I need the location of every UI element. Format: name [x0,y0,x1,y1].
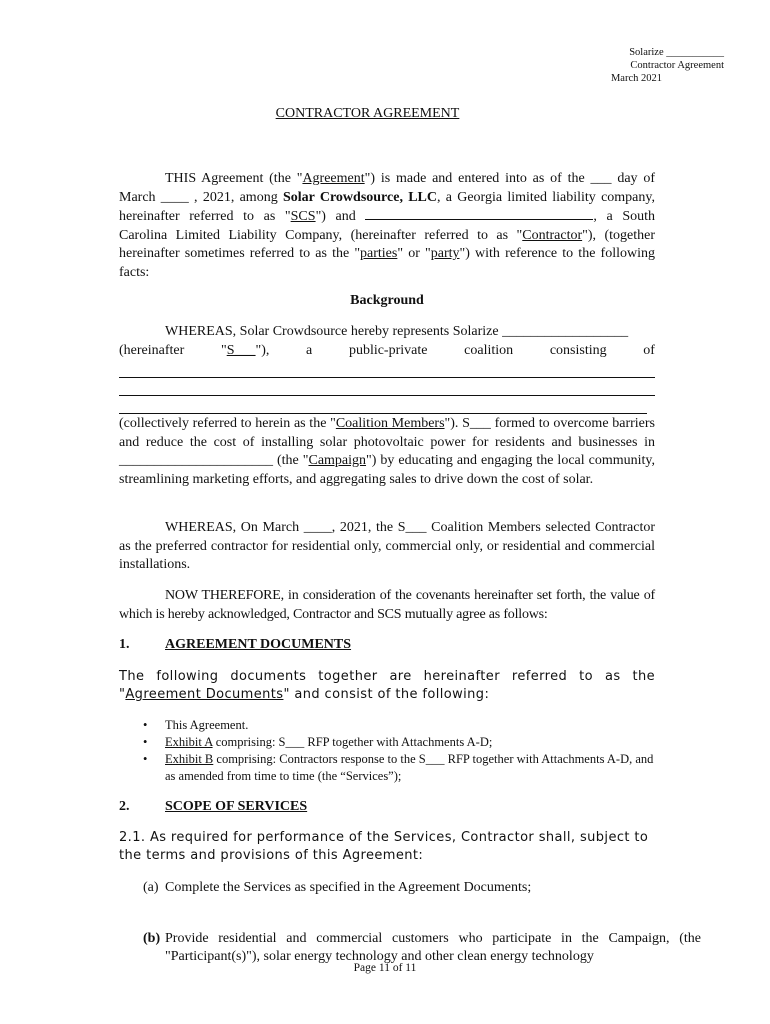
intro-text-6: "), (together hereinafter sometimes referred to as the " [119,227,655,261]
term-agreement: Agreement [302,171,365,186]
bullet-text-1: This Agreement. [165,718,249,732]
docs-intro-text-1: The following documents together are hereinafter referred to as the " [119,669,655,702]
list-item [119,751,655,785]
whereas1-continuation [119,415,655,489]
clause-item-a [119,879,701,898]
w1-word-4: public-private [348,342,428,358]
list-item [119,734,655,751]
docs-intro-text-2: " and consist of the following: [283,687,490,702]
intro-text-7: " or " [397,246,431,261]
header-line-solarize: Solarize ___________ [629,47,724,58]
whereas-paragraph-1 [119,323,655,489]
clause-2-1: 2.1. As required for performance of the Services, Contractor shall, subject to the terms and provisions of this Agreement: [119,830,649,863]
section-1-title: AGREEMENT DOCUMENTS [165,637,352,652]
term-parties: parties [360,246,398,261]
document-title: CONTRACTOR AGREEMENT [275,106,460,121]
section-2-heading [119,798,655,817]
bullet-text-2: comprising: S___ RFP together with Attachments A-D; [212,735,493,749]
whereas1-line-2 [119,342,655,361]
company-name: Solar Crowdsource, LLC [282,189,437,205]
coalition-members-blank-2 [119,378,655,396]
term-agreement-documents: Agreement Documents [125,687,284,702]
w1-quote-open: " [220,342,227,358]
w1-text-d: "). S___ formed to overcome barriers and reduce the cost of installing solar photovoltaic power for residents and businesses in ______________________ (the " [119,416,655,468]
intro-text-3: , a Georgia limited liability company, hereinafter referred to as " [119,189,655,224]
intro-text-5: , a South Carolina Limited Liability Company, (hereinafter referred to as " [119,209,656,243]
w1-word-7: of [643,342,655,358]
intro-paragraph [119,170,655,282]
bullet-text-3: comprising: Contractors response to the S___ RFP together with Attachments A-D, and as amended from time to time (the “Services”); [165,752,654,783]
page-number: Page 11 of 11 [353,962,417,974]
term-coalition-members: Coalition Members [335,416,445,431]
intro-text-2: ") is made and entered into as of the ___ day of March ____ , 2021, among [119,171,656,205]
exhibit-a-link[interactable]: Exhibit A [165,735,213,749]
w1-word-5: coalition [464,342,514,358]
page-header [611,46,724,85]
w1-quote-close: "), [255,342,270,358]
w1-word-6: consisting [549,342,607,358]
intro-text-8: ") with reference to the following facts: [119,246,655,280]
documents-list [119,717,655,785]
section-2-number: 2. [119,799,130,814]
item-a-label: (a) [143,880,159,895]
header-line-date: March 2021 [610,73,662,84]
w1-word-2 [221,342,269,361]
clause-item-b [119,930,701,967]
section-1-number: 1. [119,637,130,652]
term-party: party [430,246,460,261]
w1-word-3: a [306,342,313,358]
coalition-members-blank-1 [119,360,655,378]
w1-word-1: (hereinafter [119,342,185,358]
intro-text-4: ") and [315,209,356,224]
term-s: S___ [226,342,256,358]
intro-text-1: THIS Agreement (the " [165,171,303,186]
w1-text-e: ") by educating and engaging the local community, streamlining marketing efforts, and aggregating sales to drive down the cost of solar. [119,453,655,487]
header-line-agreement: Contractor Agreement [630,60,724,71]
list-item [119,717,655,734]
term-contractor: Contractor [522,227,583,243]
item-b-label: (b) [143,930,161,946]
section-2-title: SCOPE OF SERVICES [165,799,308,814]
term-scs: SCS [290,209,316,224]
coalition-members-blank-3 [119,396,647,414]
agreement-documents-intro [119,668,655,704]
item-b-text: Provide residential and commercial customers who participate in the Campaign, (the "Participant(s)"), solar energy technology and other clean energy technology [165,930,701,964]
w1-text-c: (collectively referred to herein as the " [119,416,336,431]
background-heading: Background [350,293,424,308]
item-a-text: Complete the Services as specified in the Agreement Documents; [165,880,532,895]
now-therefore-paragraph: NOW THEREFORE, in consideration of the covenants hereinafter set forth, the value of which is hereby acknowledged, Contractor and SCS mutually agree as follows: [119,588,655,622]
whereas1-line-1: WHEREAS, Solar Crowdsource hereby represents Solarize __________________ [165,324,629,339]
section-1-heading [119,636,655,655]
exhibit-b-link[interactable]: Exhibit B [165,752,214,766]
contractor-name-blank [365,207,593,220]
term-campaign: Campaign [308,453,367,468]
whereas-paragraph-2: WHEREAS, On March ____, 2021, the S___ Coalition Members selected Contractor as the preferred contractor for residential only, commercial only, or residential and commercial installations. [119,520,655,572]
